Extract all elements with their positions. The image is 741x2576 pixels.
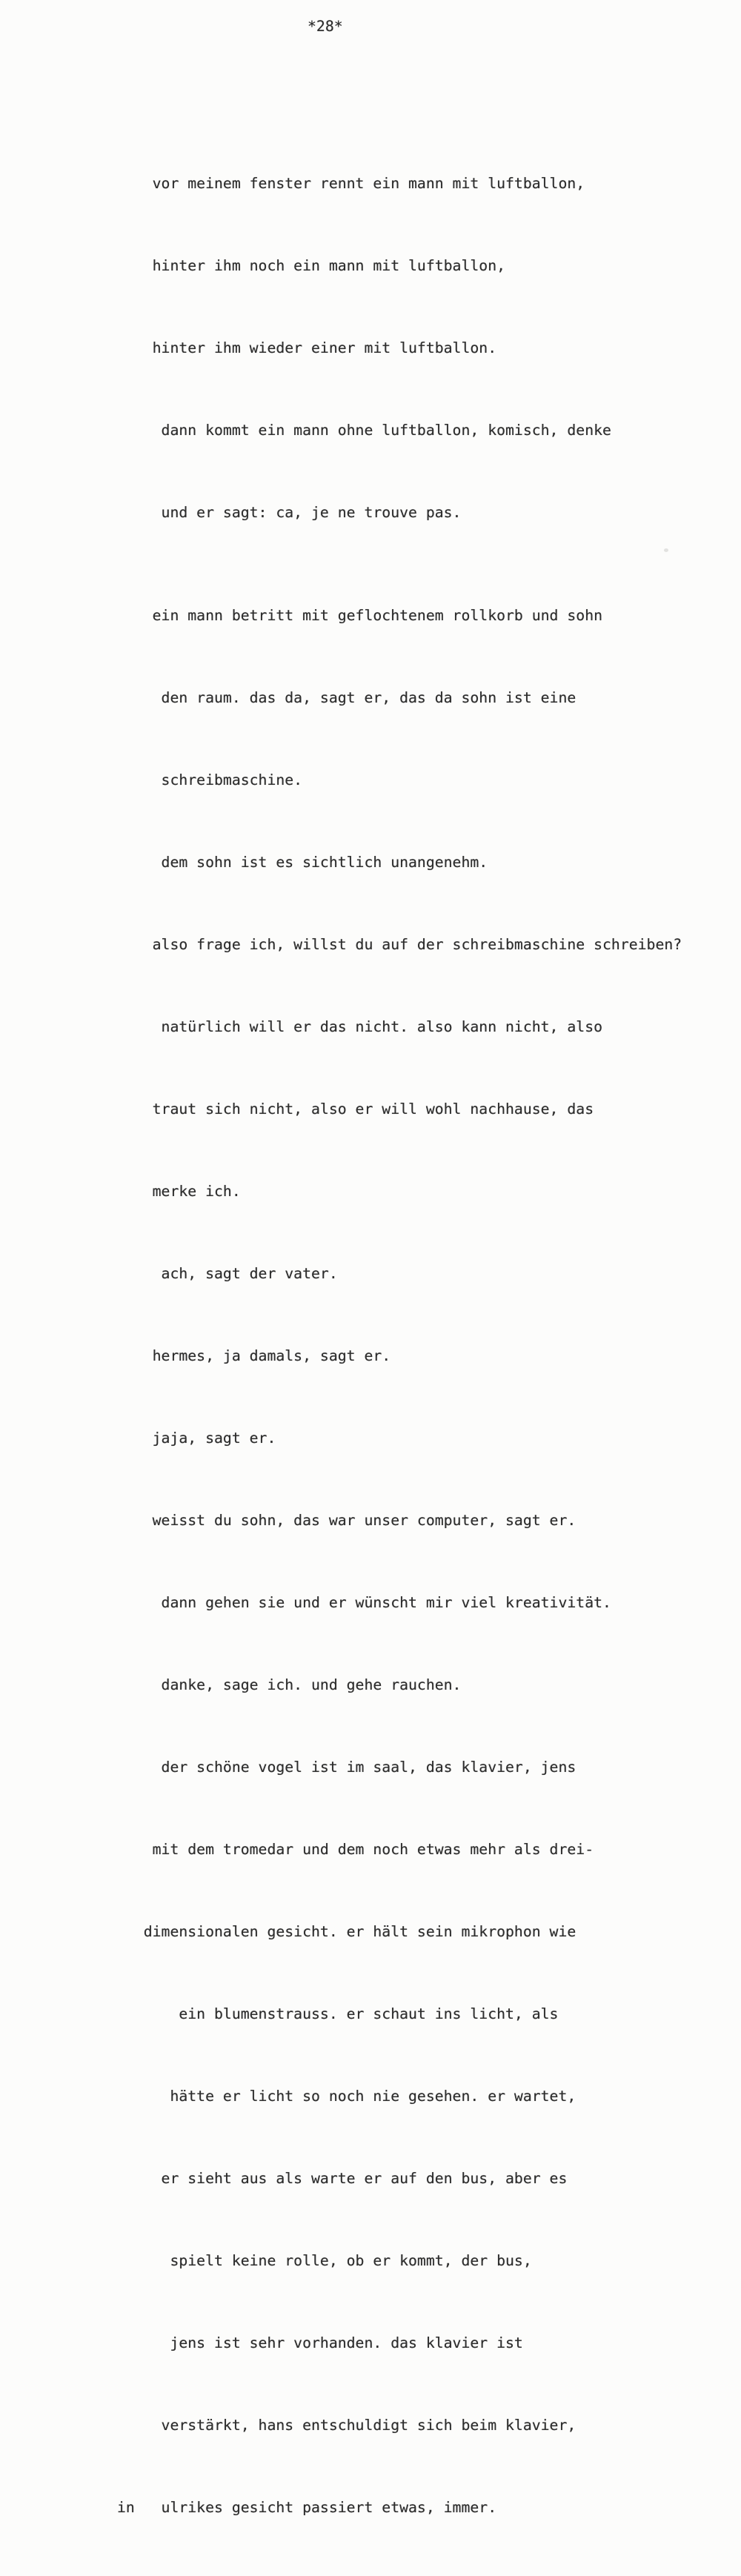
- poem-line: weisst du sohn, das war unser computer, sagt er.: [117, 1512, 576, 1529]
- poem-line: hinter ihm wieder einer mit luftballon.: [117, 339, 497, 356]
- poem-text-block: [117, 115, 682, 2576]
- poem-line: also frage ich, willst du auf der schreibmaschine schreiben?: [117, 936, 682, 953]
- poem-line: ein blumenstrauss. er schaut ins licht, als: [117, 2005, 559, 2022]
- poem-line: hinter ihm noch ein mann mit luftballon,: [117, 257, 506, 274]
- poem-line: dann gehen sie und er wünscht mir viel kreativität.: [117, 1594, 611, 1611]
- page-number: *28*: [308, 18, 343, 35]
- poem-line: spielt keine rolle, ob er kommt, der bus,: [117, 2252, 532, 2269]
- poem-line: dem sohn ist es sichtlich unangenehm.: [117, 854, 488, 871]
- poem-line: hermes, ja damals, sagt er.: [117, 1347, 391, 1364]
- poem-line: ein mann betritt mit geflochtenem rollkorb und sohn: [117, 607, 603, 624]
- poem-line: verstärkt, hans entschuldigt sich beim klavier,: [117, 2417, 576, 2434]
- poem-line: er sieht aus als warte er auf den bus, aber es: [117, 2170, 568, 2187]
- poem-line: merke ich.: [117, 1183, 241, 1200]
- paper-speck: [664, 548, 668, 552]
- poem-line: dimensionalen gesicht. er hält sein mikrophon wie: [117, 1923, 576, 1940]
- poem-line: traut sich nicht, also er will wohl nachhause, das: [117, 1101, 594, 1118]
- poem-line: hätte er licht so noch nie gesehen. er wartet,: [117, 2088, 576, 2105]
- poem-line: jens ist sehr vorhanden. das klavier ist: [117, 2334, 523, 2351]
- poem-line: in ulrikes gesicht passiert etwas, immer.: [117, 2499, 497, 2516]
- poem-line: dann kommt ein mann ohne luftballon, komisch, denke: [117, 422, 611, 439]
- poem-line: mit dem tromedar und dem noch etwas mehr als drei-: [117, 1841, 594, 1858]
- poem-line: der schöne vogel ist im saal, das klavier, jens: [117, 1759, 576, 1776]
- poem-line: schreibmaschine.: [117, 771, 303, 789]
- poem-line: danke, sage ich. und gehe rauchen.: [117, 1676, 462, 1693]
- poem-line: natürlich will er das nicht. also kann nicht, also: [117, 1018, 603, 1035]
- poem-line: jaja, sagt er.: [117, 1430, 276, 1447]
- poem-line: und er sagt: ca, je ne trouve pas.: [117, 504, 462, 521]
- poem-line: ach, sagt der vater.: [117, 1265, 338, 1282]
- poem-line: den raum. das da, sagt er, das da sohn ist eine: [117, 689, 576, 706]
- poem-line: vor meinem fenster rennt ein mann mit luftballon,: [117, 175, 585, 192]
